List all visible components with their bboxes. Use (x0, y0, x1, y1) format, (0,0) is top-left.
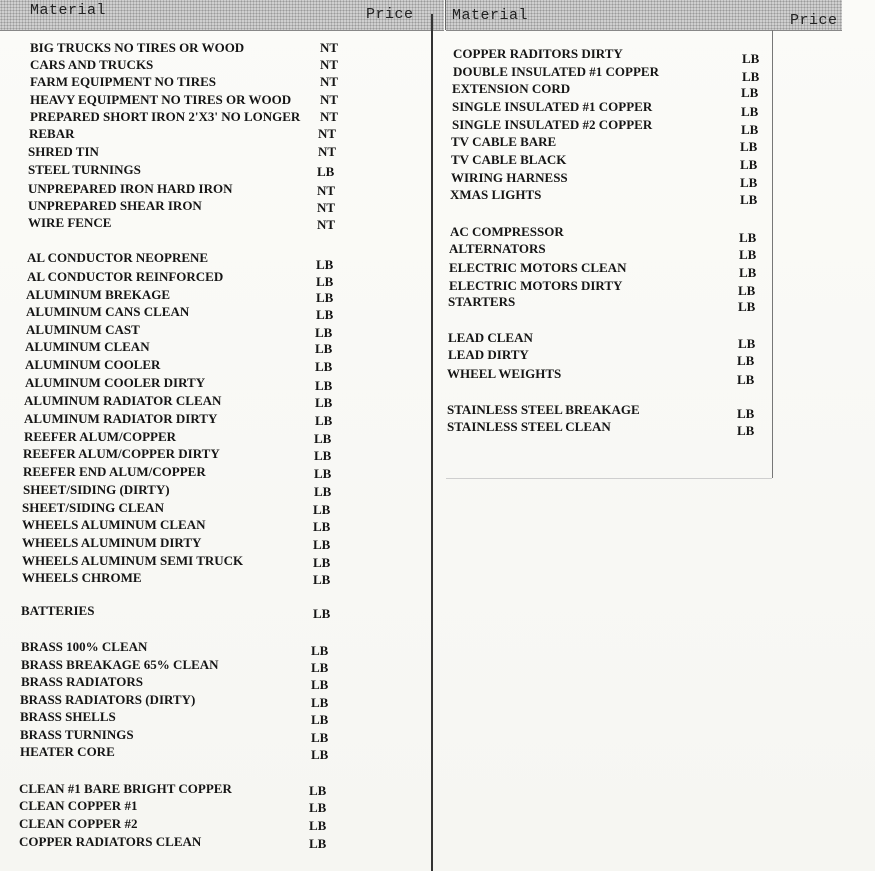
material-name: SHEET/SIDING (DIRTY) (23, 482, 170, 497)
material-name: AC COMPRESSOR (450, 224, 564, 239)
material-name: ALTERNATORS (449, 241, 546, 256)
material-name: REBAR (29, 126, 75, 141)
material-name: SHRED TIN (28, 144, 99, 159)
material-name: BIG TRUCKS NO TIRES OR WOOD (30, 40, 245, 55)
material-name: TV CABLE BLACK (451, 152, 567, 167)
material-unit: LB (739, 247, 757, 262)
material-unit: LB (309, 800, 327, 815)
material-name: LEAD CLEAN (448, 330, 533, 345)
material-name: WHEELS ALUMINUM DIRTY (22, 535, 202, 550)
material-unit: LB (738, 336, 756, 351)
column-divider (431, 14, 433, 871)
material-name: WHEELS ALUMINUM SEMI TRUCK (22, 553, 244, 568)
material-name: BATTERIES (21, 603, 95, 618)
material-unit: LB (309, 818, 327, 833)
material-name: WHEEL WEIGHTS (447, 366, 562, 381)
material-name: XMAS LIGHTS (450, 187, 542, 202)
material-unit: LB (316, 290, 334, 305)
material-unit: LB (315, 325, 333, 340)
material-name: DOUBLE INSULATED #1 COPPER (453, 64, 659, 79)
material-name: STAINLESS STEEL BREAKAGE (447, 402, 640, 417)
material-unit: LB (737, 423, 755, 438)
material-unit: LB (740, 175, 758, 190)
material-unit: LB (316, 307, 334, 322)
material-unit: NT (320, 74, 339, 89)
material-name: CARS AND TRUCKS (30, 57, 154, 72)
material-name: BRASS 100% CLEAN (21, 639, 148, 654)
material-unit: LB (316, 257, 334, 272)
material-unit: LB (314, 431, 332, 446)
material-name: AL CONDUCTOR REINFORCED (27, 269, 224, 284)
material-name: COPPER RADITORS DIRTY (453, 46, 623, 61)
material-name: CLEAN COPPER #1 (19, 798, 138, 813)
material-unit: NT (320, 57, 339, 72)
material-unit: NT (318, 126, 337, 141)
material-unit: LB (738, 299, 756, 314)
material-unit: LB (311, 712, 329, 727)
left-price-header: Price (366, 6, 414, 23)
material-unit: LB (739, 265, 757, 280)
material-name: HEATER CORE (20, 744, 115, 759)
material-unit: NT (320, 109, 339, 124)
material-unit: LB (741, 122, 759, 137)
material-unit: NT (317, 200, 336, 215)
material-unit: LB (314, 448, 332, 463)
material-unit: LB (737, 353, 755, 368)
material-unit: LB (738, 283, 756, 298)
material-unit: NT (317, 183, 336, 198)
material-name: BRASS RADIATORS (21, 674, 143, 689)
material-unit: LB (317, 164, 335, 179)
material-name: ALUMINUM CAST (26, 322, 140, 337)
material-name: ALUMINUM RADIATOR CLEAN (24, 393, 222, 408)
material-unit: LB (742, 51, 760, 66)
material-unit: NT (317, 217, 336, 232)
material-unit: LB (741, 85, 759, 100)
left-material-header: Material (30, 2, 107, 19)
material-unit: LB (313, 572, 331, 587)
material-name: REEFER ALUM/COPPER (24, 429, 177, 444)
material-unit: NT (320, 40, 339, 55)
material-name: ELECTRIC MOTORS DIRTY (449, 278, 623, 293)
material-unit: NT (318, 144, 337, 159)
material-name: ALUMINUM CANS CLEAN (26, 304, 190, 319)
right-price-divider (772, 30, 773, 478)
material-name: TV CABLE BARE (451, 134, 557, 149)
material-unit: LB (311, 747, 329, 762)
material-unit: LB (313, 537, 331, 552)
material-unit: LB (313, 555, 331, 570)
material-name: WHEELS CHROME (22, 570, 142, 585)
material-unit: LB (315, 341, 333, 356)
material-unit: LB (740, 192, 758, 207)
material-name: FARM EQUIPMENT NO TIRES (30, 74, 216, 89)
material-name: CLEAN COPPER #2 (19, 816, 138, 831)
material-unit: LB (313, 502, 331, 517)
material-unit: LB (739, 230, 757, 245)
material-name: SINGLE INSULATED #2 COPPER (452, 117, 653, 132)
right-material-header: Material (452, 7, 529, 24)
material-name: WIRING HARNESS (451, 170, 568, 185)
left-table-header (0, 0, 444, 31)
material-unit: LB (737, 406, 755, 421)
material-name: CLEAN #1 BARE BRIGHT COPPER (19, 781, 232, 796)
material-unit: LB (314, 484, 332, 499)
material-unit: NT (320, 92, 339, 107)
material-unit: LB (311, 695, 329, 710)
material-name: BRASS RADIATORS (DIRTY) (20, 692, 196, 707)
material-name: ALUMINUM COOLER DIRTY (25, 375, 206, 390)
right-table-bottom-border (446, 478, 772, 479)
material-name: STEEL TURNINGS (28, 162, 141, 177)
material-unit: LB (314, 466, 332, 481)
material-name: ALUMINUM BREKAGE (26, 287, 171, 302)
material-unit: LB (316, 274, 334, 289)
material-unit: LB (315, 395, 333, 410)
material-unit: LB (740, 139, 758, 154)
material-name: LEAD DIRTY (448, 347, 529, 362)
right-price-header: Price (790, 12, 838, 29)
material-name: HEAVY EQUIPMENT NO TIRES OR WOOD (30, 92, 292, 107)
material-name: ALUMINUM CLEAN (25, 339, 150, 354)
material-unit: LB (741, 104, 759, 119)
material-name: ELECTRIC MOTORS CLEAN (449, 260, 627, 275)
material-unit: LB (311, 643, 329, 658)
material-name: BRASS BREAKAGE 65% CLEAN (21, 657, 219, 672)
material-name: STARTERS (448, 294, 516, 309)
material-unit: LB (742, 69, 760, 84)
material-unit: LB (309, 783, 327, 798)
material-name: AL CONDUCTOR NEOPRENE (27, 250, 209, 265)
material-name: UNPREPARED IRON HARD IRON (28, 181, 233, 196)
material-unit: LB (315, 359, 333, 374)
material-name: STAINLESS STEEL CLEAN (447, 419, 611, 434)
material-unit: LB (313, 606, 331, 621)
material-name: REEFER ALUM/COPPER DIRTY (23, 446, 220, 461)
material-name: WIRE FENCE (28, 215, 112, 230)
material-name: SHEET/SIDING CLEAN (22, 500, 164, 515)
material-name: PREPARED SHORT IRON 2'X3' NO LONGER (30, 109, 301, 124)
material-name: ALUMINUM COOLER (25, 357, 161, 372)
material-name: EXTENSION CORD (452, 81, 571, 96)
material-name: UNPREPARED SHEAR IRON (28, 198, 202, 213)
material-unit: LB (315, 378, 333, 393)
material-unit: LB (311, 660, 329, 675)
material-unit: LB (740, 157, 758, 172)
material-name: ALUMINUM RADIATOR DIRTY (24, 411, 218, 426)
right-table-header (446, 0, 842, 31)
material-unit: LB (313, 519, 331, 534)
material-unit: LB (311, 677, 329, 692)
material-unit: LB (737, 372, 755, 387)
material-unit: LB (311, 730, 329, 745)
material-unit: LB (309, 836, 327, 851)
material-name: SINGLE INSULATED #1 COPPER (452, 99, 653, 114)
material-name: REEFER END ALUM/COPPER (23, 464, 206, 479)
material-unit: LB (315, 413, 333, 428)
material-name: BRASS SHELLS (20, 709, 116, 724)
material-name: COPPER RADIATORS CLEAN (19, 834, 202, 849)
material-name: WHEELS ALUMINUM CLEAN (22, 517, 206, 532)
material-name: BRASS TURNINGS (20, 727, 134, 742)
